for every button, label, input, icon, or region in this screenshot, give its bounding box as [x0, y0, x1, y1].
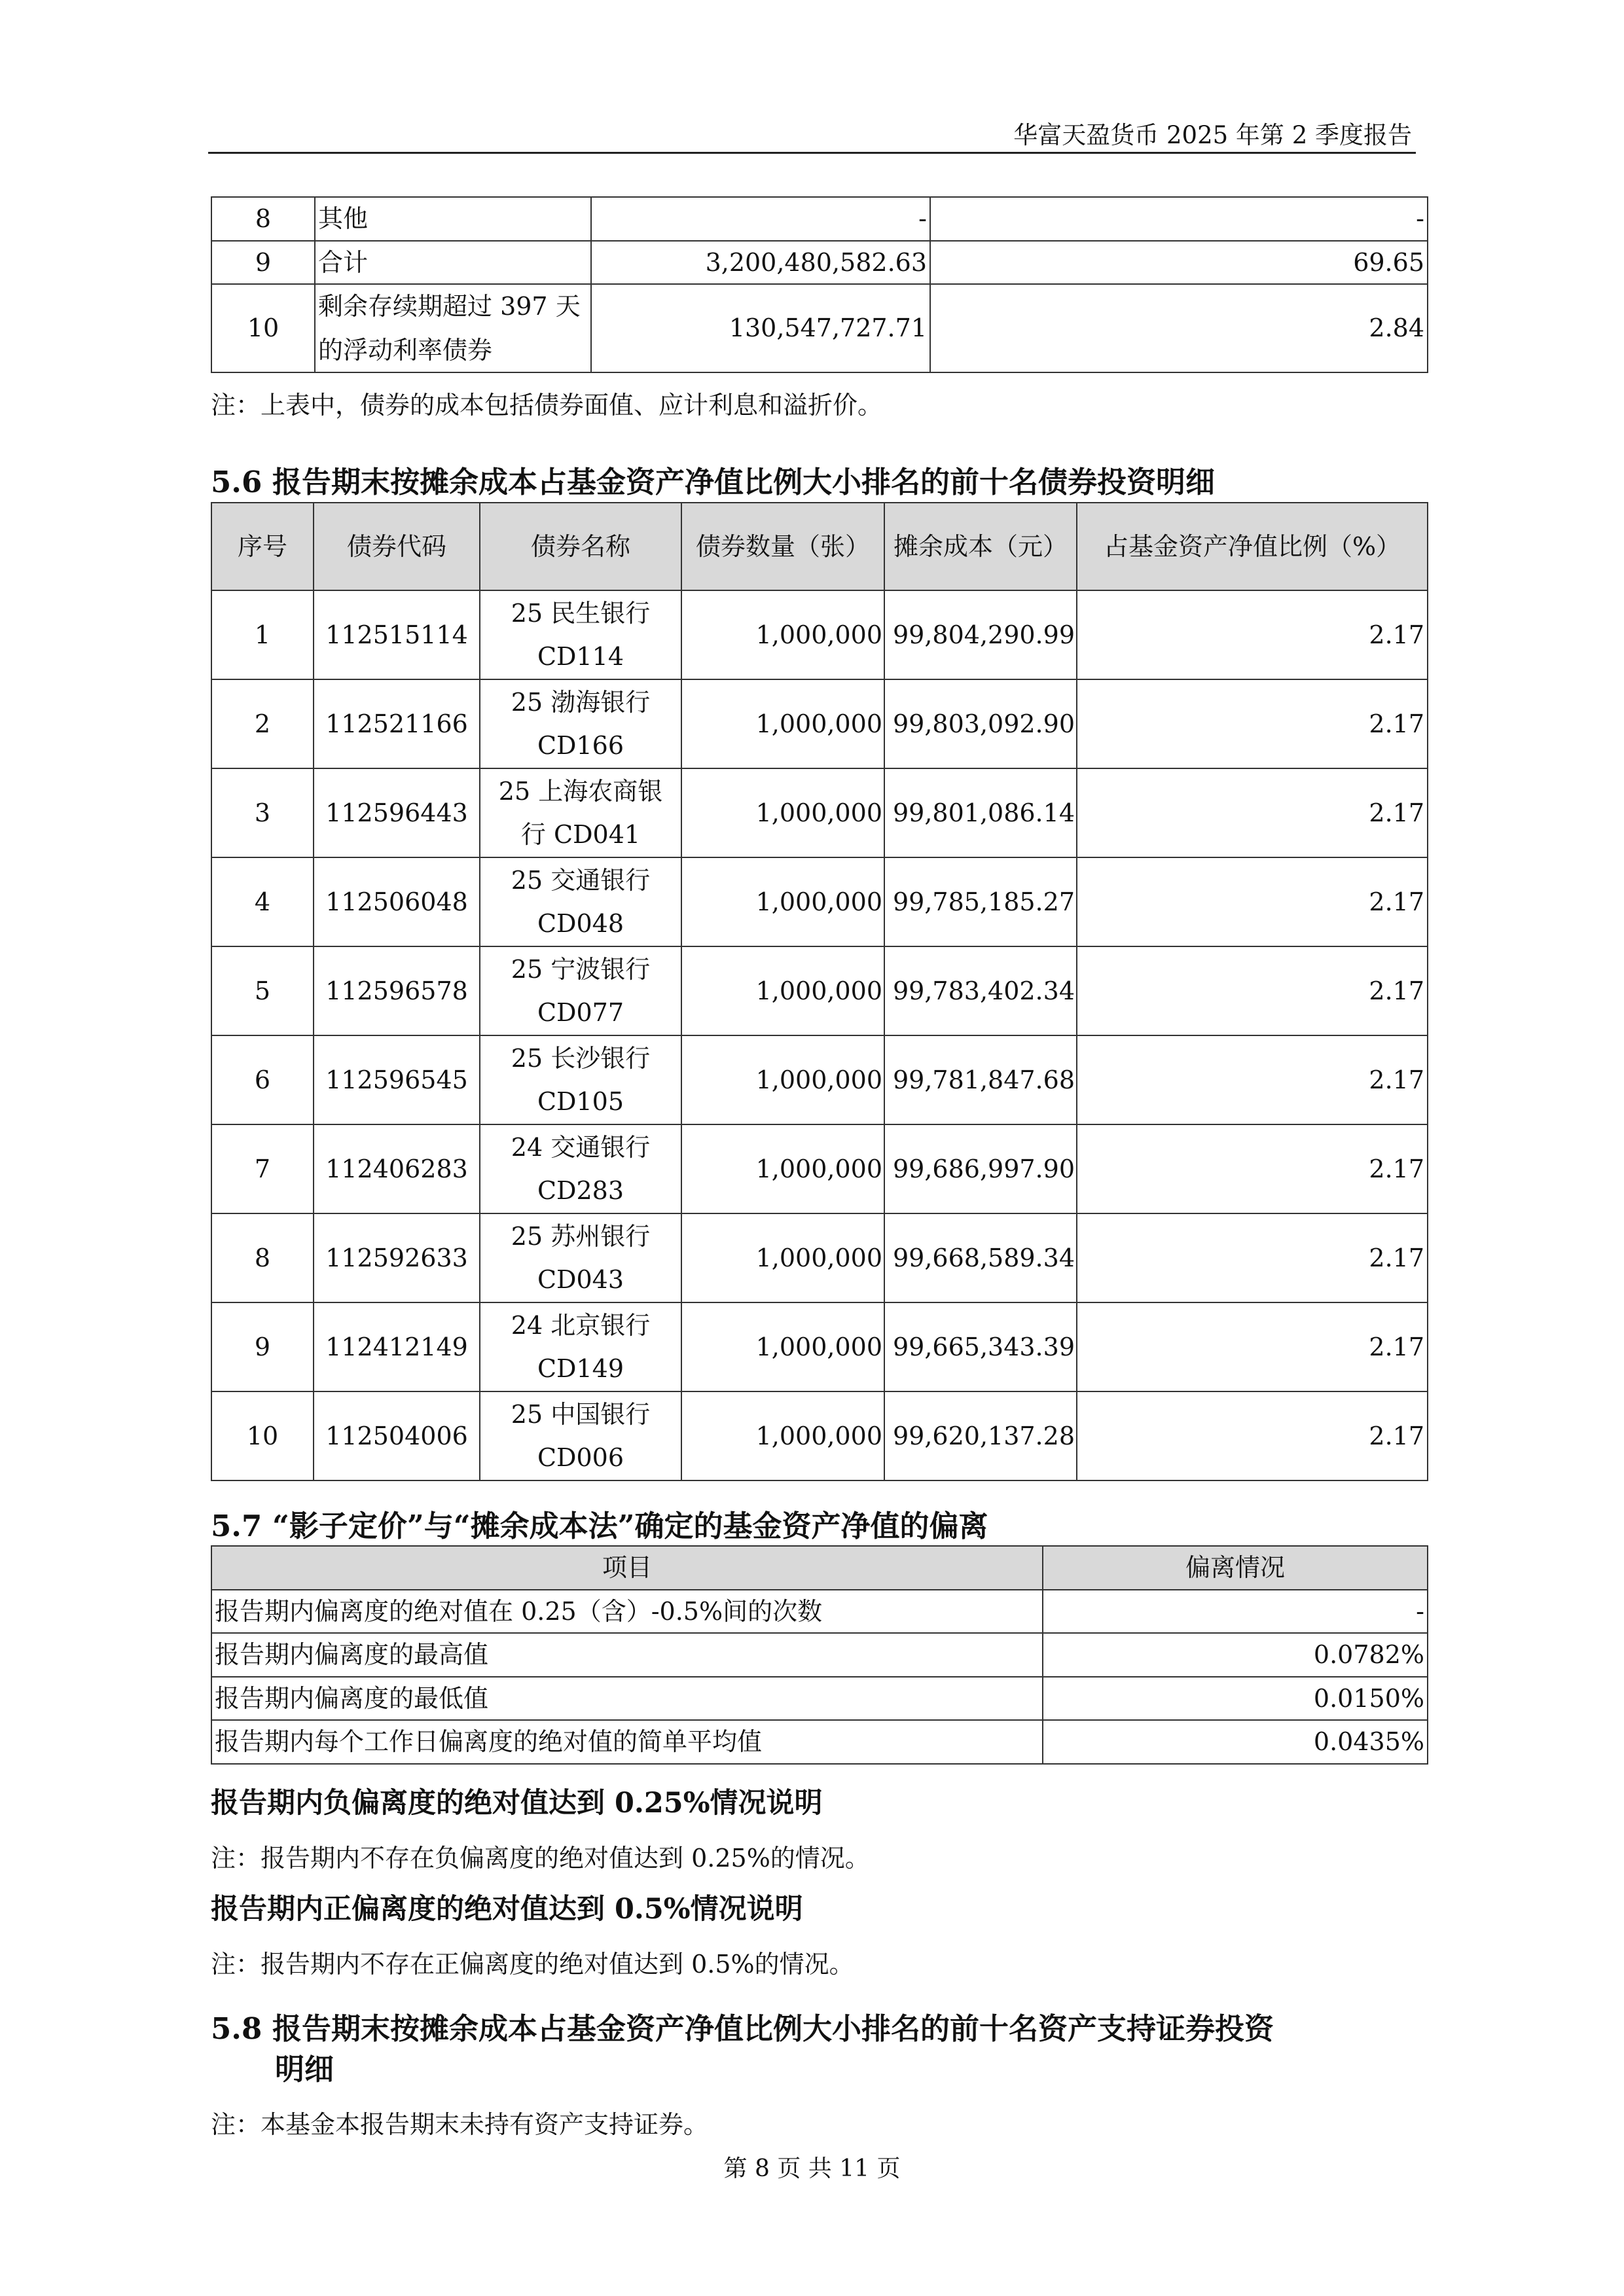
table-row	[211, 1590, 1428, 1634]
section-5-7-title: 5.7 “影子定价”与“摊余成本法”确定的基金资产净值的偏离	[211, 1509, 988, 1543]
cell-name: 25 苏州银行 CD043	[480, 1213, 681, 1302]
section-5-8-title-cont: 明细	[275, 2052, 334, 2087]
table-row	[211, 768, 1428, 857]
column-header: 项目	[211, 1546, 1043, 1590]
cell-ratio: 2.17	[1077, 1213, 1428, 1302]
cell-name: 24 北京银行 CD149	[480, 1302, 681, 1391]
cell-cost: 99,801,086.14	[884, 768, 1077, 857]
row-name: 合计	[315, 241, 591, 285]
cell-qty: 1,000,000	[681, 1213, 884, 1302]
table-row	[211, 1035, 1428, 1124]
cell-qty: 1,000,000	[681, 768, 884, 857]
cell-cost: 99,803,092.90	[884, 679, 1077, 768]
cell-value: 0.0435%	[1043, 1720, 1428, 1764]
cell-no: 6	[211, 1035, 314, 1124]
cell-qty: 1,000,000	[681, 857, 884, 946]
table-row	[211, 284, 1428, 372]
row-ratio: 2.84	[930, 284, 1428, 372]
row-name: 其他	[315, 197, 591, 241]
cell-name: 25 民生银行 CD114	[480, 590, 681, 679]
row-no: 9	[211, 241, 315, 285]
cell-ratio: 2.17	[1077, 1302, 1428, 1391]
cell-name: 25 中国银行 CD006	[480, 1391, 681, 1480]
cell-name: 25 上海农商银行 CD041	[480, 768, 681, 857]
cell-code: 112521166	[314, 679, 480, 768]
cell-item: 报告期内每个工作日偏离度的绝对值的简单平均值	[211, 1720, 1043, 1764]
column-header: 序号	[211, 503, 314, 590]
table-row	[211, 1633, 1428, 1677]
deviation-table	[211, 1545, 1428, 1765]
cell-item: 报告期内偏离度的最低值	[211, 1677, 1043, 1721]
table-row	[211, 197, 1428, 241]
cell-cost: 99,665,343.39	[884, 1302, 1077, 1391]
cell-no: 1	[211, 590, 314, 679]
top10-bond-table	[211, 502, 1428, 1481]
table-row	[211, 679, 1428, 768]
table1-note: 注：上表中，债券的成本包括债券面值、应计利息和溢折价。	[211, 391, 883, 420]
cell-ratio: 2.17	[1077, 1124, 1428, 1213]
table-row	[211, 946, 1428, 1035]
cell-code: 112515114	[314, 590, 480, 679]
table-row	[211, 1213, 1428, 1302]
cell-cost: 99,620,137.28	[884, 1391, 1077, 1480]
column-header: 债券名称	[480, 503, 681, 590]
cell-code: 112504006	[314, 1391, 480, 1480]
cell-name: 25 渤海银行 CD166	[480, 679, 681, 768]
cell-code: 112592633	[314, 1213, 480, 1302]
cell-name: 25 长沙银行 CD105	[480, 1035, 681, 1124]
table-header-row	[211, 503, 1428, 590]
cell-no: 10	[211, 1391, 314, 1480]
row-ratio: 69.65	[930, 241, 1428, 285]
cell-ratio: 2.17	[1077, 857, 1428, 946]
cell-code: 112406283	[314, 1124, 480, 1213]
cell-qty: 1,000,000	[681, 1391, 884, 1480]
cell-code: 112506048	[314, 857, 480, 946]
page-footer: 第 8 页 共 11 页	[723, 2155, 901, 2182]
cell-qty: 1,000,000	[681, 946, 884, 1035]
table-row	[211, 1391, 1428, 1480]
cell-no: 7	[211, 1124, 314, 1213]
cell-qty: 1,000,000	[681, 1302, 884, 1391]
column-header: 偏离情况	[1043, 1546, 1428, 1590]
cell-name: 25 宁波银行 CD077	[480, 946, 681, 1035]
cell-no: 9	[211, 1302, 314, 1391]
page-header	[208, 111, 1416, 154]
table-row	[211, 1677, 1428, 1721]
table-row	[211, 1302, 1428, 1391]
cell-value: 0.0150%	[1043, 1677, 1428, 1721]
column-header: 摊余成本（元）	[884, 503, 1077, 590]
row-cost: 3,200,480,582.63	[591, 241, 930, 285]
cell-cost: 99,783,402.34	[884, 946, 1077, 1035]
table-row	[211, 1720, 1428, 1764]
cell-value: -	[1043, 1590, 1428, 1634]
positive-deviation-note: 注：报告期内不存在正偏离度的绝对值达到 0.5%的情况。	[211, 1950, 854, 1979]
cell-ratio: 2.17	[1077, 590, 1428, 679]
negative-deviation-title: 报告期内负偏离度的绝对值达到 0.25%情况说明	[211, 1787, 823, 1820]
cell-no: 8	[211, 1213, 314, 1302]
table-header-row	[211, 1546, 1428, 1590]
positive-deviation-title: 报告期内正偏离度的绝对值达到 0.5%情况说明	[211, 1893, 803, 1926]
cell-code: 112596578	[314, 946, 480, 1035]
section-5-6-title: 5.6 报告期末按摊余成本占基金资产净值比例大小排名的前十名债券投资明细	[211, 465, 1215, 499]
cell-qty: 1,000,000	[681, 1124, 884, 1213]
table-row	[211, 857, 1428, 946]
table-row	[211, 241, 1428, 285]
table-row	[211, 1124, 1428, 1213]
cell-item: 报告期内偏离度的绝对值在 0.25（含）-0.5%间的次数	[211, 1590, 1043, 1634]
row-cost: -	[591, 197, 930, 241]
table-row	[211, 590, 1428, 679]
cell-cost: 99,804,290.99	[884, 590, 1077, 679]
cell-value: 0.0782%	[1043, 1633, 1428, 1677]
cell-ratio: 2.17	[1077, 1035, 1428, 1124]
section-5-8-note: 注：本基金本报告期末未持有资产支持证券。	[211, 2110, 709, 2139]
cell-ratio: 2.17	[1077, 679, 1428, 768]
row-cost: 130,547,727.71	[591, 284, 930, 372]
row-no: 10	[211, 284, 315, 372]
cell-no: 4	[211, 857, 314, 946]
negative-deviation-note: 注：报告期内不存在负偏离度的绝对值达到 0.25%的情况。	[211, 1844, 870, 1873]
row-no: 8	[211, 197, 315, 241]
cell-code: 112412149	[314, 1302, 480, 1391]
cell-code: 112596545	[314, 1035, 480, 1124]
cell-name: 24 交通银行 CD283	[480, 1124, 681, 1213]
cell-no: 2	[211, 679, 314, 768]
row-name: 剩余存续期超过 397 天的浮动利率债券	[315, 284, 591, 372]
cell-item: 报告期内偏离度的最高值	[211, 1633, 1043, 1677]
cell-cost: 99,781,847.68	[884, 1035, 1077, 1124]
section-5-8-title: 5.8 报告期末按摊余成本占基金资产净值比例大小排名的前十名资产支持证券投资	[211, 2011, 1274, 2046]
cell-ratio: 2.17	[1077, 768, 1428, 857]
column-header: 占基金资产净值比例（%）	[1077, 503, 1428, 590]
cell-cost: 99,686,997.90	[884, 1124, 1077, 1213]
cell-qty: 1,000,000	[681, 679, 884, 768]
column-header: 债券代码	[314, 503, 480, 590]
cell-ratio: 2.17	[1077, 946, 1428, 1035]
cell-cost: 99,668,589.34	[884, 1213, 1077, 1302]
cell-qty: 1,000,000	[681, 1035, 884, 1124]
report-title: 华富天盈货币 2025 年第 2 季度报告	[1013, 121, 1412, 149]
cell-cost: 99,785,185.27	[884, 857, 1077, 946]
cell-name: 25 交通银行 CD048	[480, 857, 681, 946]
cell-ratio: 2.17	[1077, 1391, 1428, 1480]
cell-no: 3	[211, 768, 314, 857]
bond-portfolio-table-continued	[211, 196, 1428, 373]
cell-no: 5	[211, 946, 314, 1035]
column-header: 债券数量（张）	[681, 503, 884, 590]
cell-qty: 1,000,000	[681, 590, 884, 679]
cell-code: 112596443	[314, 768, 480, 857]
row-ratio: -	[930, 197, 1428, 241]
